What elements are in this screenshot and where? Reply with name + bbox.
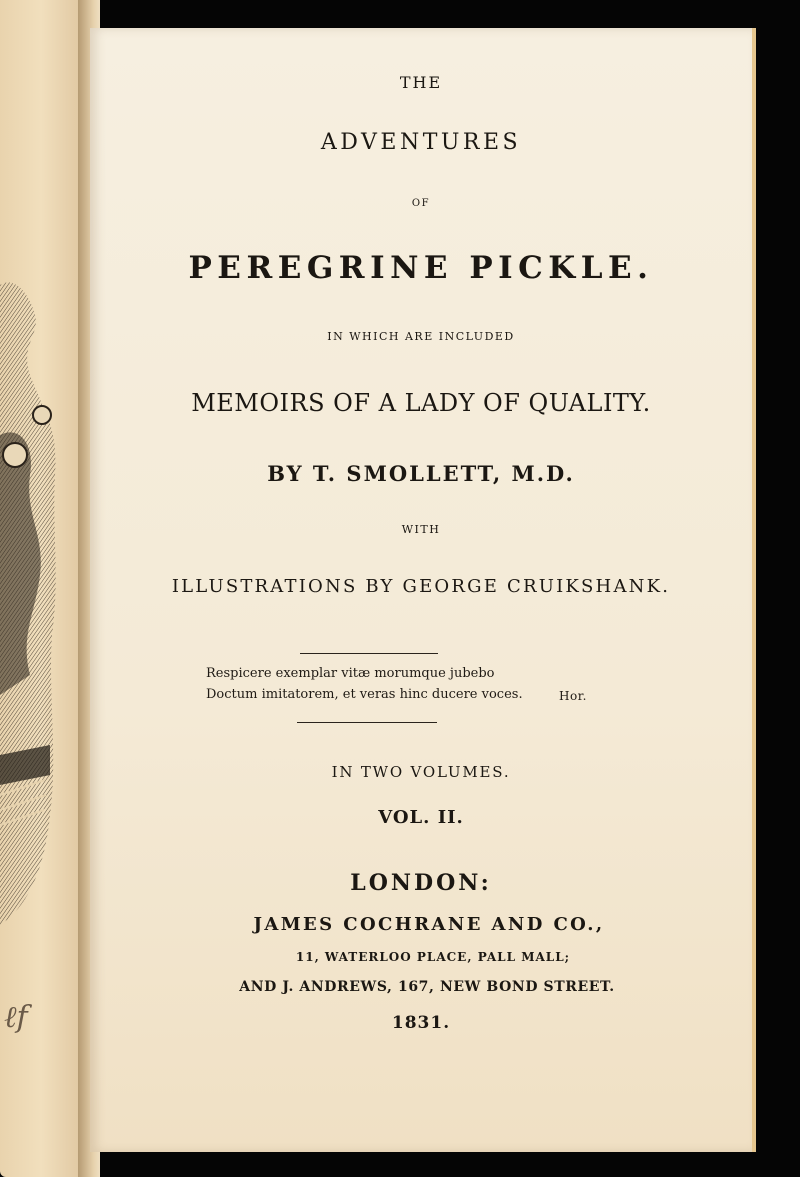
- title-of: OF: [411, 198, 431, 209]
- illustrator-line: ILLUSTRATIONS BY GEORGE CRUIKSHANK.: [171, 576, 671, 597]
- motto-line-1: Respicere exemplar vitæ morumque jubebo: [206, 666, 495, 681]
- subtitle-intro: IN WHICH ARE INCLUDED: [327, 330, 515, 343]
- book-title: PEREGRINE PICKLE.: [188, 250, 654, 286]
- volumes-note: IN TWO VOLUMES.: [331, 763, 511, 781]
- divider-bottom: [297, 722, 437, 723]
- imprint-publisher: JAMES COCHRANE AND CO.,: [253, 914, 605, 935]
- divider-top: [300, 653, 438, 654]
- with-label: WITH: [401, 523, 441, 536]
- imprint-city: LONDON:: [350, 870, 492, 896]
- subtitle: MEMOIRS OF A LADY OF QUALITY.: [191, 389, 651, 417]
- title-page: [90, 28, 756, 1152]
- imprint-address-1: 11, WATERLOO PLACE, PALL MALL;: [295, 950, 571, 964]
- title-adventures: ADVENTURES: [320, 130, 522, 155]
- frontispiece-engraving: [0, 275, 62, 925]
- imprint-address-2: AND J. ANDREWS, 167, NEW BOND STREET.: [239, 979, 615, 995]
- author-line: BY T. SMOLLETT, M.D.: [267, 461, 575, 486]
- engraver-signature: ℓf: [4, 1000, 28, 1035]
- volume-number: VOL. II.: [378, 807, 464, 828]
- motto-attribution: Hor.: [559, 689, 587, 703]
- title-the: THE: [399, 73, 443, 92]
- imprint-year: 1831.: [391, 1013, 451, 1033]
- motto-line-2: Doctum imitatorem, et veras hinc ducere voces.: [206, 687, 523, 702]
